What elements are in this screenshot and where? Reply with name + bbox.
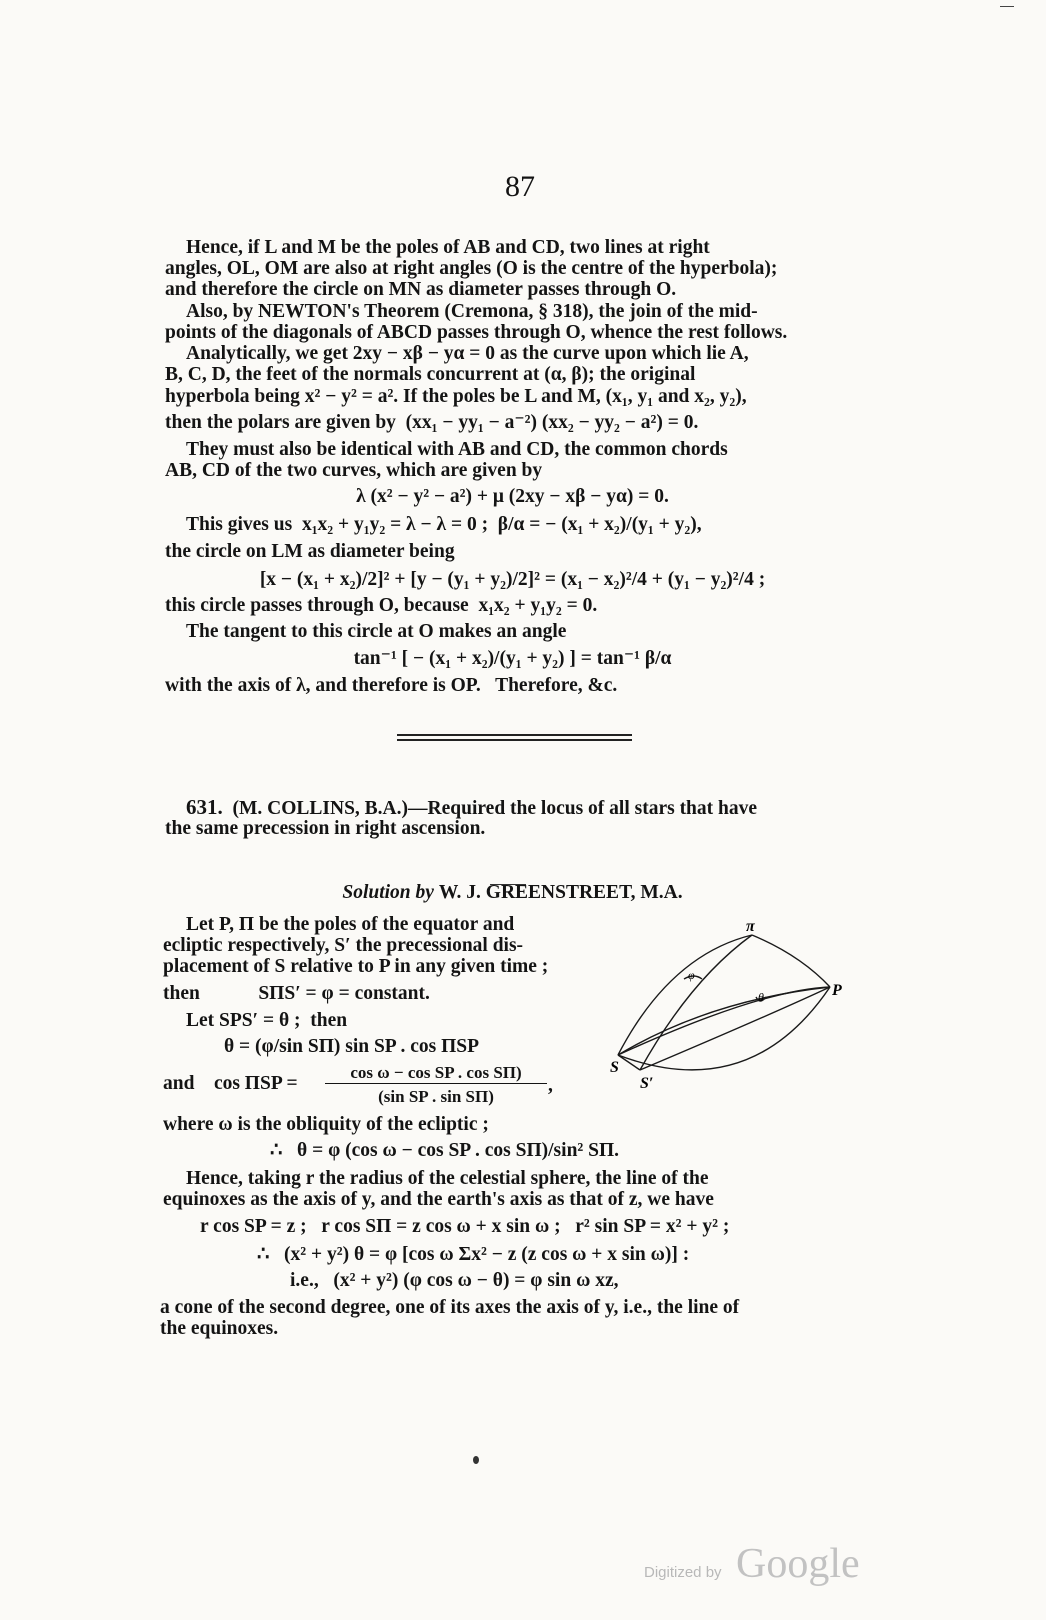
fraction-numerator: cos ω − cos SP . cos SΠ) xyxy=(325,1063,547,1084)
fraction-denominator: (sin SP . sin SΠ) xyxy=(378,1087,494,1106)
text-line: equinoxes as the axis of y, and the earth's axis as that of z, we have xyxy=(163,1189,714,1210)
scan-mark xyxy=(473,1456,479,1464)
equation: i.e., (x² + y²) (φ cos ω − θ) = φ sin ω xz, xyxy=(290,1270,619,1291)
google-logo: Google xyxy=(736,1541,860,1587)
text-line: The tangent to this circle at O makes an angle xyxy=(186,621,567,642)
problem-number: 631. xyxy=(186,795,223,819)
text-line: and therefore the circle on MN as diameter passes through O. xyxy=(165,279,677,300)
equation: tan⁻¹ [ − (x₁ + x₂)/(y₁ + y₂) ] = tan⁻¹ β/α xyxy=(353,648,672,669)
text-line: They must also be identical with AB and CD, the common chords xyxy=(186,439,728,460)
solution-author: W. J. GREENSTREET, M.A. xyxy=(438,882,683,903)
text-line: placement of S relative to P in any given time ; xyxy=(163,956,549,977)
text-line: where ω is the obliquity of the ecliptic ; xyxy=(163,1114,489,1135)
equation: ∴ θ = φ (cos ω − cos SP . cos SΠ)/sin² SΠ. xyxy=(270,1140,620,1161)
text-line: a cone of the second degree, one of its axes the axis of y, i.e., the line of xyxy=(160,1297,740,1318)
arc-pi-p xyxy=(752,935,830,987)
label-phi: φ xyxy=(688,968,695,982)
equation: r cos SP = z ; r cos SΠ = z cos ω + x sin ω ; r² sin SP = x² + y² ; xyxy=(200,1216,730,1237)
arc-s-p xyxy=(618,987,830,1055)
arc-inner xyxy=(618,987,830,1055)
text-line: This gives us x₁x₂ + y₁y₂ = λ − λ = 0 ; β/α = − (x₁ + x₂)/(y₁ + y₂), xyxy=(186,514,702,535)
label-s-prime: S′ xyxy=(640,1075,654,1092)
text-line: with the axis of λ, and therefore is OP. Therefore, &c. xyxy=(165,675,618,696)
text-line: Let P, Π be the poles of the equator and xyxy=(186,914,515,935)
page-number: 87 xyxy=(505,170,535,203)
equation: ∴ (x² + y²) θ = φ [cos ω Σx² − z (z cos ω + x sin ω)] : xyxy=(257,1244,690,1265)
text-line: the circle on LM as diameter being xyxy=(165,541,455,562)
text-line: Let SPS′ = θ ; then xyxy=(186,1010,348,1031)
segment-s-s-prime xyxy=(618,1055,640,1070)
text-line: the equinoxes. xyxy=(160,1318,279,1339)
arc-s-prime-pi xyxy=(640,935,752,1070)
text-line: points of the diagonals of ABCD passes through O, whence the rest follows. xyxy=(165,322,788,343)
problem-author: (M. COLLINS, B.A.) xyxy=(232,798,409,819)
text-line: Analytically, we get 2xy − xβ − yα = 0 as the curve upon which lie A, xyxy=(186,343,749,364)
text-line: then SΠS′ = φ = constant. xyxy=(163,983,430,1004)
text-line: ecliptic respectively, S′ the precessional dis- xyxy=(163,935,524,956)
label-theta: θ xyxy=(758,990,764,1004)
label-pi: π xyxy=(746,918,755,935)
equation: θ = (φ/sin SΠ) sin SP . cos ΠSP xyxy=(224,1036,480,1057)
section-divider-bottom xyxy=(397,739,632,741)
solution-heading xyxy=(0,882,1025,904)
section-divider-top xyxy=(397,734,632,736)
problem-text: —Required the locus of all stars that have xyxy=(408,798,758,819)
text-line: this circle passes through O, because x₁x₂ + y₁y₂ = 0. xyxy=(165,595,598,616)
spherical-triangle-figure xyxy=(600,918,860,1105)
equation-label: and cos ΠSP = xyxy=(163,1073,298,1094)
text-line: Hence, taking r the radius of the celestial sphere, the line of the xyxy=(186,1168,709,1189)
scan-mark xyxy=(1000,6,1014,7)
problem-statement xyxy=(186,796,757,820)
text-line: AB, CD of the two curves, which are given by xyxy=(165,460,543,481)
text-line: B, C, D, the feet of the normals concurrent at (α, β); the original xyxy=(165,364,696,385)
text-line: angles, OL, OM are also at right angles (O is the centre of the hyperbola); xyxy=(165,258,778,279)
text-line: Also, by NEWTON's Theorem (Cremona, § 318), the join of the mid- xyxy=(186,301,758,322)
text-line: Hence, if L and M be the poles of AB and CD, two lines at right xyxy=(186,237,710,258)
label-s: S xyxy=(610,1059,619,1076)
equation: [x − (x₁ + x₂)/2]² + [y − (y₁ + y₂)/2]² = (x₁ − x₂)²/4 + (y₁ − y₂)²/4 ; xyxy=(259,569,766,590)
arc-lower xyxy=(618,987,830,1070)
equation: λ (x² − y² − a²) + μ (2xy − xβ − yα) = 0. xyxy=(356,486,669,507)
problem-text-line: the same precession in right ascension. xyxy=(165,818,486,839)
solution-heading-prefix: Solution by xyxy=(342,882,434,903)
comma: , xyxy=(548,1075,553,1096)
text-line: then the polars are given by (xx₁ − yy₁ − a⁻²) (xx₂ − yy₂ − a²) = 0. xyxy=(165,412,699,433)
digitized-watermark xyxy=(644,1540,894,1590)
label-p: P xyxy=(832,982,842,999)
arc-s-pi xyxy=(618,935,752,1055)
watermark-small-text: Digitized by xyxy=(644,1564,722,1581)
text-line: hyperbola being x² − y² = a². If the poles be L and M, (x₁, y₁ and x₂, y₂), xyxy=(165,386,747,407)
